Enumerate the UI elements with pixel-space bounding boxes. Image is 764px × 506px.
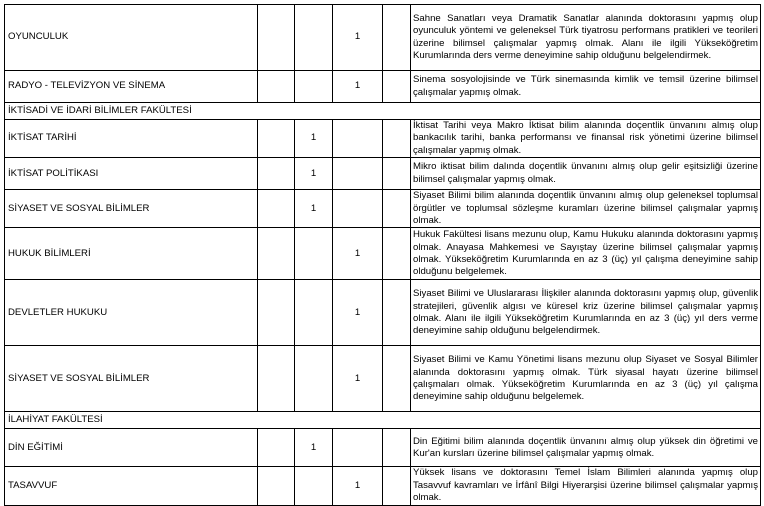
associate-professor-count	[295, 467, 333, 505]
table-row	[5, 190, 761, 228]
table-row	[5, 5, 761, 71]
department-name: DEVLETLER HUKUKU	[5, 280, 258, 346]
professor-count	[258, 158, 295, 190]
associate-professor-count: 1	[295, 190, 333, 228]
department-name: SİYASET VE SOSYAL BİLİMLER	[5, 346, 258, 412]
table-row	[5, 228, 761, 280]
section-title: İKTİSADİ VE İDARİ BİLİMLER FAKÜLTESİ	[5, 103, 761, 120]
professor-count	[258, 5, 295, 71]
associate-professor-count	[295, 280, 333, 346]
section-row	[5, 103, 761, 120]
section-row	[5, 412, 761, 429]
table-row	[5, 158, 761, 190]
assistant-professor-count: 1	[333, 71, 383, 103]
table-row	[5, 280, 761, 346]
department-name: TASAVVUF	[5, 467, 258, 505]
requirements-text: Mikro iktisat bilim dalında doçentlik ünvanını almış olup gelir eşitsizliği üzerine bilimsel çalışmalar yapmış olmak.	[411, 158, 761, 190]
empty-cell	[383, 280, 411, 346]
associate-professor-count	[295, 346, 333, 412]
professor-count	[258, 228, 295, 280]
assistant-professor-count	[333, 190, 383, 228]
requirements-text: Hukuk Fakültesi lisans mezunu olup, Kamu Hukuku alanında doktorasını yapmış olmak. Anayasa Mahkemesi ve Sayıştay üzerine bilimsel çalışmalar yapmış olmak. Yükseköğretim Kurumlarında en az 3 (üç) yıl çalışma deneyimine sahip olduğunu belgelemek.	[411, 228, 761, 280]
department-name: RADYO - TELEVİZYON VE SİNEMA	[5, 71, 258, 103]
positions-table-wrapper	[4, 4, 761, 506]
section-title: İLAHİYAT FAKÜLTESİ	[5, 412, 761, 429]
requirements-text: Siyaset Bilimi ve Uluslararası İlişkiler alanında doktorasını yapmış olup, güvenlik stratejileri, güvenlik algısı ve küresel kriz üzerine bilimsel çalışmalar yapmış olmak. Alanı ile ilgili Yükseköğretim Kurumlarında en az 3 (üç) yıl ders verme deneyimine sahip olduğunu belgelendirmek.	[411, 280, 761, 346]
associate-professor-count: 1	[295, 158, 333, 190]
department-name: OYUNCULUK	[5, 5, 258, 71]
requirements-text: Siyaset Bilimi bilim alanında doçentlik ünvanını almış olup geleneksel toplumsal örgütler ve toplumsal sözleşme kuramları üzerine bilimsel çalışmalar yapmış olmak.	[411, 190, 761, 228]
empty-cell	[383, 190, 411, 228]
assistant-professor-count	[333, 429, 383, 467]
associate-professor-count	[295, 71, 333, 103]
professor-count	[258, 429, 295, 467]
assistant-professor-count	[333, 158, 383, 190]
requirements-text: Sinema sosyolojisinde ve Türk sinemasında kimlik ve temsil üzerine bilimsel çalışmalar yapmış olmak.	[411, 71, 761, 103]
assistant-professor-count: 1	[333, 280, 383, 346]
positions-table	[4, 4, 761, 506]
assistant-professor-count: 1	[333, 346, 383, 412]
professor-count	[258, 190, 295, 228]
empty-cell	[383, 5, 411, 71]
professor-count	[258, 346, 295, 412]
table-row	[5, 346, 761, 412]
professor-count	[258, 280, 295, 346]
department-name: İKTİSAT TARİHİ	[5, 120, 258, 158]
table-row	[5, 71, 761, 103]
assistant-professor-count: 1	[333, 467, 383, 505]
empty-cell	[383, 158, 411, 190]
table-row	[5, 120, 761, 158]
professor-count	[258, 467, 295, 505]
empty-cell	[383, 429, 411, 467]
department-name: İKTİSAT POLİTİKASI	[5, 158, 258, 190]
requirements-text: Sahne Sanatları veya Dramatik Sanatlar alanında doktorasını yapmış olup oyunculuk yöntemi ve geleneksel Türk tiyatrosu performans pratikleri ve teorileri üzerine bilimsel çalışmalar yapmış olmak. Alanı ile ilgili Yükseköğretim Kurumlarında ders verme deneyimine sahip olduğunu belgelendirmek.	[411, 5, 761, 71]
empty-cell	[383, 228, 411, 280]
requirements-text: İktisat Tarihi veya Makro İktisat bilim alanında doçentlik ünvanını almış olup bankacılık tarihi, banka performansı ve finansal risk yönetimi üzerine bilimsel çalışmalar yapmış olmak.	[411, 120, 761, 158]
associate-professor-count: 1	[295, 120, 333, 158]
positions-table-body	[5, 5, 761, 506]
table-row	[5, 429, 761, 467]
empty-cell	[383, 346, 411, 412]
associate-professor-count	[295, 228, 333, 280]
empty-cell	[383, 467, 411, 505]
requirements-text: Yüksek lisans ve doktorasını Temel İslam Bilimleri alanında yapmış olup Tasavvuf kavramları ve İrfânî Bilgi Hiyerarşisi üzerine bilimsel çalışmalar yapmış olmak.	[411, 467, 761, 505]
table-row	[5, 467, 761, 505]
department-name: HUKUK BİLİMLERİ	[5, 228, 258, 280]
assistant-professor-count: 1	[333, 5, 383, 71]
assistant-professor-count	[333, 120, 383, 158]
associate-professor-count	[295, 5, 333, 71]
department-name: SİYASET VE SOSYAL BİLİMLER	[5, 190, 258, 228]
requirements-text: Siyaset Bilimi ve Kamu Yönetimi lisans mezunu olup Siyaset ve Sosyal Bilimler alanında doktorasını yapmış olmak. Türk siyasal hayatı üzerine bilimsel çalışmaları olmak. Yükseköğretim Kurumlarında en az 3 (üç) yıl çalışma deneyimine sahip olduğunu belgelemek.	[411, 346, 761, 412]
empty-cell	[383, 71, 411, 103]
empty-cell	[383, 120, 411, 158]
professor-count	[258, 71, 295, 103]
professor-count	[258, 120, 295, 158]
assistant-professor-count: 1	[333, 228, 383, 280]
associate-professor-count: 1	[295, 429, 333, 467]
department-name: DİN EĞİTİMİ	[5, 429, 258, 467]
requirements-text: Din Eğitimi bilim alanında doçentlik ünvanını almış olup yüksek din öğretimi ve Kur'an kursları üzerine bilimsel çalışmalar yapmış olmak.	[411, 429, 761, 467]
